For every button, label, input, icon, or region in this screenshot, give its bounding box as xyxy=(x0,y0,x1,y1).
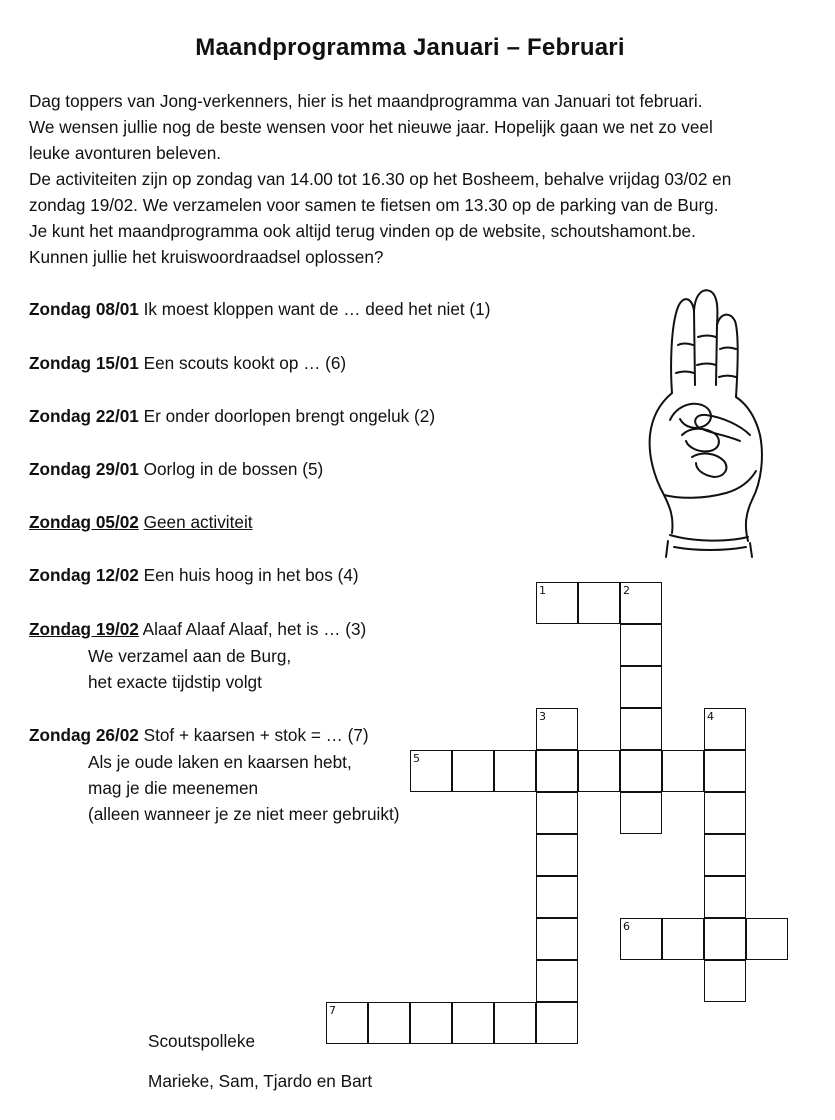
crossword-cell[interactable] xyxy=(704,708,746,750)
program-item xyxy=(29,459,323,480)
crossword-cell[interactable] xyxy=(704,876,746,918)
crossword-cell[interactable] xyxy=(620,666,662,708)
crossword-cell[interactable] xyxy=(368,1002,410,1044)
program-note: Als je oude laken en kaarsen hebt, xyxy=(88,752,352,772)
clue-number: 2 xyxy=(623,584,630,597)
program-date: Zondag 08/01 xyxy=(29,299,139,319)
clue-number: 6 xyxy=(623,920,630,933)
clue-number: 1 xyxy=(539,584,546,597)
program-date: Zondag 19/02 xyxy=(29,619,139,639)
crossword-cell[interactable] xyxy=(704,960,746,1002)
crossword-cell[interactable] xyxy=(536,918,578,960)
crossword-cell[interactable] xyxy=(704,918,746,960)
program-date: Zondag 05/02 xyxy=(29,512,139,532)
crossword-cell[interactable] xyxy=(620,750,662,792)
clue-number: 3 xyxy=(539,710,546,723)
crossword-cell[interactable] xyxy=(620,708,662,750)
program-note: het exacte tijdstip volgt xyxy=(88,672,262,692)
scout-salute-hand-icon xyxy=(640,285,775,560)
program-date: Zondag 29/01 xyxy=(29,459,139,479)
intro-line: Je kunt het maandprogramma ook altijd terug vinden op de website, schoutshamont.be. xyxy=(29,221,696,241)
crossword-cell[interactable] xyxy=(620,792,662,834)
crossword-cell[interactable] xyxy=(620,918,662,960)
crossword-cell[interactable] xyxy=(536,834,578,876)
crossword-cell[interactable] xyxy=(536,708,578,750)
crossword-cell[interactable] xyxy=(452,750,494,792)
crossword-cell[interactable] xyxy=(746,918,788,960)
program-date: Zondag 22/01 xyxy=(29,406,139,426)
program-item xyxy=(29,512,253,533)
program-note: (alleen wanneer je ze niet meer gebruikt) xyxy=(88,804,400,824)
program-clue: Alaaf Alaaf Alaaf, het is … (3) xyxy=(142,619,367,639)
program-note: mag je die meenemen xyxy=(88,778,259,798)
crossword-cell[interactable] xyxy=(536,876,578,918)
clue-number: 7 xyxy=(329,1004,336,1017)
signature-group: Scoutspolleke xyxy=(148,1031,256,1051)
program-clue: Er onder doorlopen brengt ongeluk (2) xyxy=(143,406,436,426)
crossword-cell[interactable] xyxy=(620,624,662,666)
crossword-cell[interactable] xyxy=(662,918,704,960)
page-title: Maandprogramma Januari – Februari xyxy=(195,34,625,61)
crossword-cell[interactable] xyxy=(704,792,746,834)
crossword-cell[interactable] xyxy=(410,1002,452,1044)
program-item xyxy=(29,299,490,320)
program-clue: Een scouts kookt op … (6) xyxy=(143,353,347,373)
program-item xyxy=(29,725,369,746)
intro-line: We wensen jullie nog de beste wensen voor het nieuwe jaar. Hopelijk gaan we net zo veel xyxy=(29,117,713,137)
signature-leaders: Marieke, Sam, Tjardo en Bart xyxy=(148,1071,373,1091)
crossword-cell[interactable] xyxy=(536,960,578,1002)
program-date: Zondag 12/02 xyxy=(29,565,139,585)
program-clue: Geen activiteit xyxy=(143,512,253,532)
crossword-cell[interactable] xyxy=(536,1002,578,1044)
crossword-cell[interactable] xyxy=(578,582,620,624)
crossword-cell[interactable] xyxy=(704,750,746,792)
program-date: Zondag 15/01 xyxy=(29,353,139,373)
program-item xyxy=(29,353,346,374)
intro-line: Dag toppers van Jong-verkenners, hier is het maandprogramma van Januari tot februari. xyxy=(29,91,703,111)
intro-line: zondag 19/02. We verzamelen voor samen te fietsen om 13.30 op de parking van de Burg. xyxy=(29,195,719,215)
program-clue: Een huis hoog in het bos (4) xyxy=(143,565,359,585)
program-date: Zondag 26/02 xyxy=(29,725,139,745)
crossword-cell[interactable] xyxy=(536,792,578,834)
intro-line: leuke avonturen beleven. xyxy=(29,143,222,163)
crossword-cell[interactable] xyxy=(410,750,452,792)
crossword-cell[interactable] xyxy=(578,750,620,792)
program-item xyxy=(29,619,366,640)
clue-number: 5 xyxy=(413,752,420,765)
program-item xyxy=(29,565,359,586)
crossword-cell[interactable] xyxy=(704,834,746,876)
program-clue: Ik moest kloppen want de … deed het niet (1) xyxy=(143,299,491,319)
crossword-cell[interactable] xyxy=(452,1002,494,1044)
program-clue: Oorlog in de bossen (5) xyxy=(143,459,324,479)
crossword-cell[interactable] xyxy=(620,582,662,624)
clue-number: 4 xyxy=(707,710,714,723)
crossword-cell[interactable] xyxy=(494,1002,536,1044)
program-item xyxy=(29,406,435,427)
crossword-cell[interactable] xyxy=(536,582,578,624)
program-clue: Stof + kaarsen + stok = … (7) xyxy=(143,725,369,745)
program-note: We verzamel aan de Burg, xyxy=(88,646,292,666)
crossword-cell[interactable] xyxy=(494,750,536,792)
intro-line: De activiteiten zijn op zondag van 14.00 tot 16.30 op het Bosheem, behalve vrijdag 03/02 en xyxy=(29,169,732,189)
crossword-cell[interactable] xyxy=(326,1002,368,1044)
crossword-cell[interactable] xyxy=(536,750,578,792)
intro-line: Kunnen jullie het kruiswoordraadsel oplossen? xyxy=(29,247,384,267)
crossword-cell[interactable] xyxy=(662,750,704,792)
